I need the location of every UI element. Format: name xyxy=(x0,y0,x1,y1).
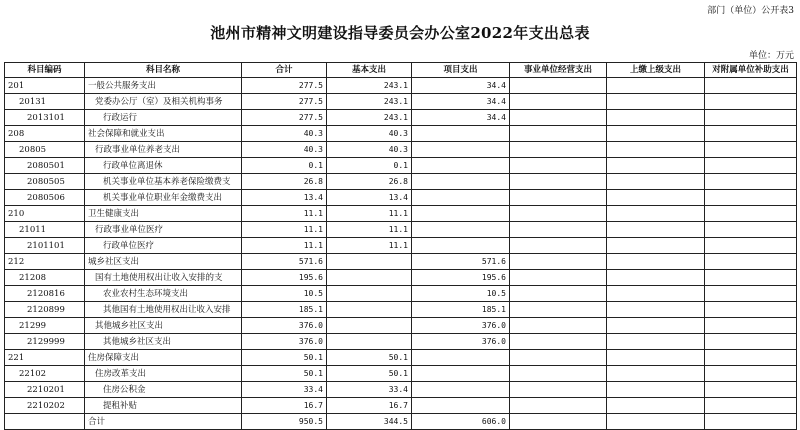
table-row xyxy=(5,350,797,366)
row-subsidy xyxy=(705,94,797,110)
row-business xyxy=(510,190,607,206)
row-subsidy xyxy=(705,286,797,302)
row-subsidy xyxy=(705,414,797,430)
row-business xyxy=(510,94,607,110)
row-total: 11.1 xyxy=(242,238,327,254)
table-row xyxy=(5,190,797,206)
table-row xyxy=(5,382,797,398)
row-remit xyxy=(607,190,705,206)
row-code: 2210202 xyxy=(5,398,85,414)
header-project: 项目支出 xyxy=(412,63,510,78)
row-total: 13.4 xyxy=(242,190,327,206)
row-code: 2101101 xyxy=(5,238,85,254)
row-code: 20805 xyxy=(5,142,85,158)
row-subsidy xyxy=(705,366,797,382)
row-subsidy xyxy=(705,318,797,334)
row-total: 40.3 xyxy=(242,126,327,142)
row-name: 其他国有土地使用权出让收入安排 xyxy=(85,302,242,318)
row-project xyxy=(412,142,510,158)
row-basic: 13.4 xyxy=(327,190,412,206)
row-project: 195.6 xyxy=(412,270,510,286)
table-row xyxy=(5,158,797,174)
row-project xyxy=(412,350,510,366)
row-basic xyxy=(327,286,412,302)
row-code: 22102 xyxy=(5,366,85,382)
row-project xyxy=(412,174,510,190)
row-basic: 243.1 xyxy=(327,110,412,126)
row-business xyxy=(510,142,607,158)
row-code: 2080501 xyxy=(5,158,85,174)
row-business xyxy=(510,286,607,302)
row-project xyxy=(412,222,510,238)
row-remit xyxy=(607,286,705,302)
row-total: 33.4 xyxy=(242,382,327,398)
table-row xyxy=(5,302,797,318)
row-basic: 40.3 xyxy=(327,142,412,158)
row-name: 住房改革支出 xyxy=(85,366,242,382)
row-remit xyxy=(607,158,705,174)
row-remit xyxy=(607,174,705,190)
row-project: 10.5 xyxy=(412,286,510,302)
table-row xyxy=(5,318,797,334)
row-code: 2129999 xyxy=(5,334,85,350)
row-business xyxy=(510,110,607,126)
row-basic: 16.7 xyxy=(327,398,412,414)
row-project xyxy=(412,366,510,382)
row-business xyxy=(510,366,607,382)
table-row xyxy=(5,94,797,110)
row-subsidy xyxy=(705,78,797,94)
row-remit xyxy=(607,222,705,238)
row-name: 一般公共服务支出 xyxy=(85,78,242,94)
table-row xyxy=(5,238,797,254)
row-basic: 50.1 xyxy=(327,366,412,382)
row-project xyxy=(412,206,510,222)
row-remit xyxy=(607,398,705,414)
unit-label: 单位：万元 xyxy=(748,51,794,61)
row-basic: 243.1 xyxy=(327,78,412,94)
row-business xyxy=(510,398,607,414)
row-remit xyxy=(607,110,705,126)
row-project: 376.0 xyxy=(412,318,510,334)
table-row xyxy=(5,398,797,414)
row-basic: 11.1 xyxy=(327,206,412,222)
table-row xyxy=(5,110,797,126)
row-business xyxy=(510,174,607,190)
table-row xyxy=(5,254,797,270)
row-name: 行政事业单位医疗 xyxy=(85,222,242,238)
row-subsidy xyxy=(705,254,797,270)
row-basic: 11.1 xyxy=(327,222,412,238)
row-project xyxy=(412,398,510,414)
row-total: 277.5 xyxy=(242,78,327,94)
row-total: 50.1 xyxy=(242,350,327,366)
row-name: 其他城乡社区支出 xyxy=(85,334,242,350)
row-basic: 11.1 xyxy=(327,238,412,254)
row-subsidy xyxy=(705,398,797,414)
row-basic: 40.3 xyxy=(327,126,412,142)
row-name: 行政单位离退休 xyxy=(85,158,242,174)
row-total: 26.8 xyxy=(242,174,327,190)
row-total: 571.6 xyxy=(242,254,327,270)
table-row xyxy=(5,366,797,382)
row-basic: 0.1 xyxy=(327,158,412,174)
header-total: 合计 xyxy=(242,63,327,78)
header-subsidy: 对附属单位补助支出 xyxy=(705,63,797,78)
row-name: 其他城乡社区支出 xyxy=(85,318,242,334)
row-business xyxy=(510,382,607,398)
row-total: 11.1 xyxy=(242,222,327,238)
row-code: 21208 xyxy=(5,270,85,286)
header-basic: 基本支出 xyxy=(327,63,412,78)
row-subsidy xyxy=(705,174,797,190)
row-name: 行政事业单位养老支出 xyxy=(85,142,242,158)
table-row xyxy=(5,174,797,190)
row-business xyxy=(510,318,607,334)
row-subsidy xyxy=(705,222,797,238)
row-project xyxy=(412,238,510,254)
row-basic xyxy=(327,302,412,318)
row-code: 2210201 xyxy=(5,382,85,398)
row-project xyxy=(412,382,510,398)
row-subsidy xyxy=(705,126,797,142)
row-total: 376.0 xyxy=(242,334,327,350)
row-name: 机关事业单位基本养老保险缴费支 xyxy=(85,174,242,190)
row-subsidy xyxy=(705,270,797,286)
row-total: 16.7 xyxy=(242,398,327,414)
row-code: 21011 xyxy=(5,222,85,238)
row-basic: 344.5 xyxy=(327,414,412,430)
row-basic xyxy=(327,334,412,350)
row-subsidy xyxy=(705,238,797,254)
row-subsidy xyxy=(705,190,797,206)
row-project xyxy=(412,190,510,206)
row-remit xyxy=(607,254,705,270)
row-code: 2120816 xyxy=(5,286,85,302)
row-total: 376.0 xyxy=(242,318,327,334)
row-business xyxy=(510,350,607,366)
row-remit xyxy=(607,94,705,110)
row-name: 住房公积金 xyxy=(85,382,242,398)
row-project xyxy=(412,158,510,174)
row-project: 34.4 xyxy=(412,94,510,110)
row-project xyxy=(412,126,510,142)
row-business xyxy=(510,254,607,270)
header-name: 科目名称 xyxy=(85,63,242,78)
table-row xyxy=(5,414,797,430)
row-name: 住房保障支出 xyxy=(85,350,242,366)
table-row xyxy=(5,78,797,94)
row-project: 376.0 xyxy=(412,334,510,350)
row-basic xyxy=(327,254,412,270)
row-business xyxy=(510,158,607,174)
row-remit xyxy=(607,270,705,286)
row-remit xyxy=(607,302,705,318)
row-name: 机关事业单位职业年金缴费支出 xyxy=(85,190,242,206)
row-total: 0.1 xyxy=(242,158,327,174)
row-code: 2120899 xyxy=(5,302,85,318)
row-name: 社会保障和就业支出 xyxy=(85,126,242,142)
row-project: 34.4 xyxy=(412,110,510,126)
row-code: 212 xyxy=(5,254,85,270)
row-basic: 50.1 xyxy=(327,350,412,366)
row-remit xyxy=(607,318,705,334)
row-code: 2080506 xyxy=(5,190,85,206)
row-remit xyxy=(607,382,705,398)
row-project: 571.6 xyxy=(412,254,510,270)
header-business: 事业单位经营支出 xyxy=(510,63,607,78)
row-total: 277.5 xyxy=(242,94,327,110)
row-code: 2013101 xyxy=(5,110,85,126)
row-subsidy xyxy=(705,142,797,158)
expenditure-table xyxy=(4,62,797,430)
row-subsidy xyxy=(705,110,797,126)
table-row xyxy=(5,222,797,238)
table-row xyxy=(5,334,797,350)
row-name: 党委办公厅（室）及相关机构事务 xyxy=(85,94,242,110)
row-project: 606.0 xyxy=(412,414,510,430)
row-business xyxy=(510,302,607,318)
row-remit xyxy=(607,238,705,254)
row-name: 农业农村生态环境支出 xyxy=(85,286,242,302)
row-remit xyxy=(607,78,705,94)
row-subsidy xyxy=(705,382,797,398)
row-name: 城乡社区支出 xyxy=(85,254,242,270)
row-code: 21299 xyxy=(5,318,85,334)
row-name: 行政运行 xyxy=(85,110,242,126)
table-row xyxy=(5,142,797,158)
row-project: 34.4 xyxy=(412,78,510,94)
row-basic xyxy=(327,270,412,286)
row-subsidy xyxy=(705,158,797,174)
table-row xyxy=(5,206,797,222)
row-code: 2080505 xyxy=(5,174,85,190)
row-code: 20131 xyxy=(5,94,85,110)
table-header-row xyxy=(5,63,797,78)
row-remit xyxy=(607,350,705,366)
row-business xyxy=(510,238,607,254)
row-total: 950.5 xyxy=(242,414,327,430)
row-remit xyxy=(607,366,705,382)
row-remit xyxy=(607,142,705,158)
row-name: 提租补贴 xyxy=(85,398,242,414)
row-name: 行政单位医疗 xyxy=(85,238,242,254)
row-total: 40.3 xyxy=(242,142,327,158)
row-total: 11.1 xyxy=(242,206,327,222)
row-project: 185.1 xyxy=(412,302,510,318)
row-code: 221 xyxy=(5,350,85,366)
row-total: 277.5 xyxy=(242,110,327,126)
row-business xyxy=(510,414,607,430)
row-code xyxy=(5,414,85,430)
row-total: 10.5 xyxy=(242,286,327,302)
row-subsidy xyxy=(705,350,797,366)
row-remit xyxy=(607,126,705,142)
row-name: 卫生健康支出 xyxy=(85,206,242,222)
row-business xyxy=(510,270,607,286)
header-remit: 上缴上级支出 xyxy=(607,63,705,78)
row-basic: 243.1 xyxy=(327,94,412,110)
table-row xyxy=(5,286,797,302)
row-basic xyxy=(327,318,412,334)
row-remit xyxy=(607,206,705,222)
row-business xyxy=(510,222,607,238)
row-business xyxy=(510,126,607,142)
row-code: 210 xyxy=(5,206,85,222)
row-code: 208 xyxy=(5,126,85,142)
row-basic: 26.8 xyxy=(327,174,412,190)
row-total: 50.1 xyxy=(242,366,327,382)
row-business xyxy=(510,78,607,94)
row-total: 185.1 xyxy=(242,302,327,318)
row-code: 201 xyxy=(5,78,85,94)
row-remit xyxy=(607,414,705,430)
row-subsidy xyxy=(705,206,797,222)
row-subsidy xyxy=(705,334,797,350)
row-remit xyxy=(607,334,705,350)
row-business xyxy=(510,206,607,222)
row-total: 195.6 xyxy=(242,270,327,286)
row-name: 合计 xyxy=(85,414,242,430)
page-title: 池州市精神文明建设指导委员会办公室2022年支出总表 xyxy=(210,24,590,42)
row-basic: 33.4 xyxy=(327,382,412,398)
document-id: 部门（单位）公开表3 xyxy=(707,6,794,16)
header-code: 科目编码 xyxy=(5,63,85,78)
row-business xyxy=(510,334,607,350)
table-row xyxy=(5,126,797,142)
table-row xyxy=(5,270,797,286)
row-subsidy xyxy=(705,302,797,318)
row-name: 国有土地使用权出让收入安排的支 xyxy=(85,270,242,286)
